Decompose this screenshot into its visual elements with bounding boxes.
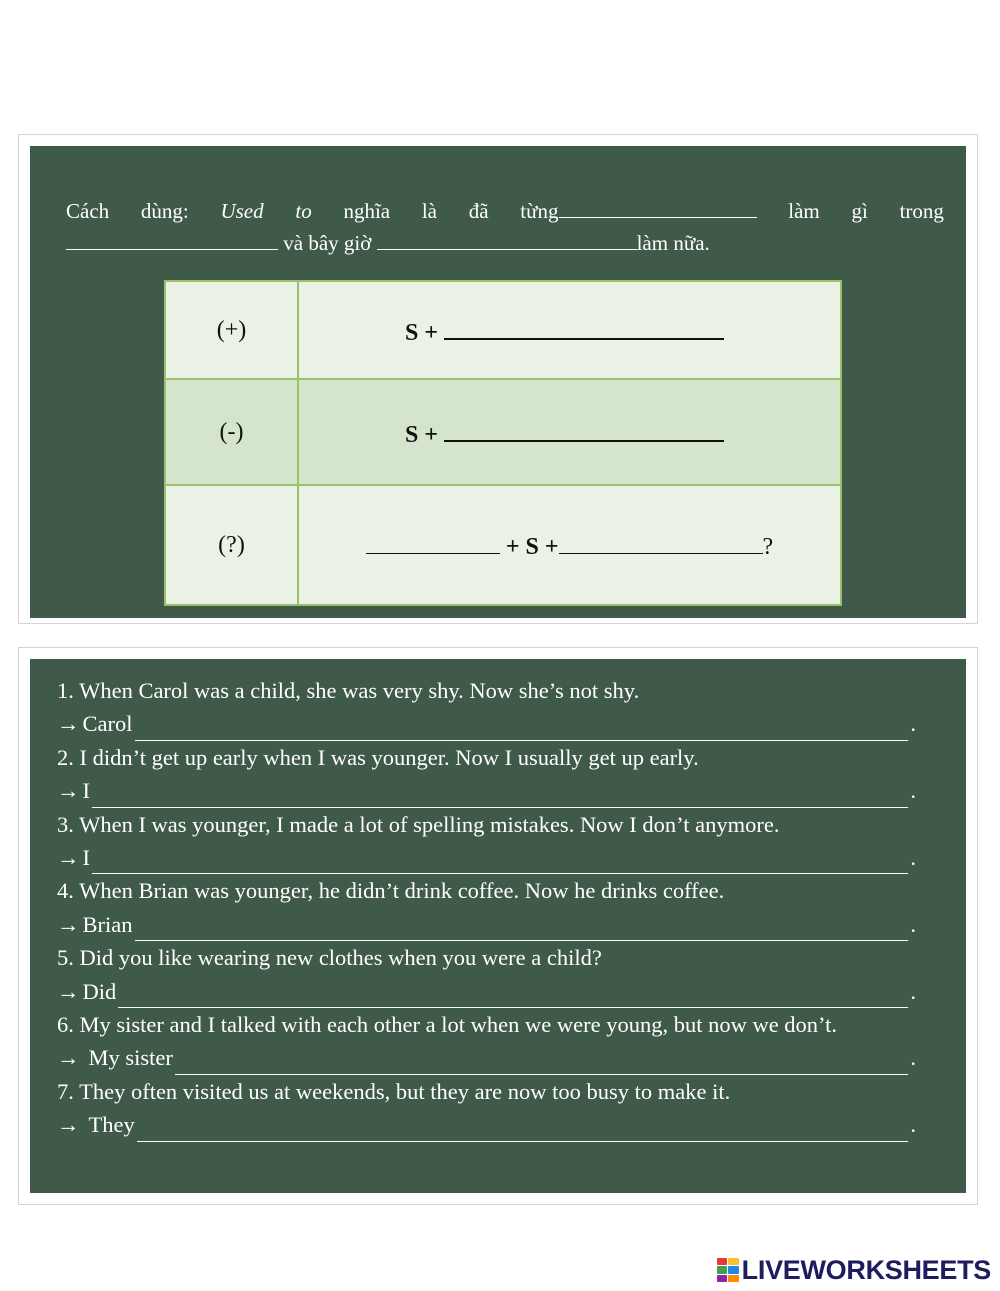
exercise-answer-line — [57, 1108, 916, 1141]
answer-blank[interactable] — [135, 916, 909, 941]
answer-start: Did — [82, 978, 117, 1004]
answer-blank[interactable] — [137, 1117, 909, 1142]
answer-start: My sister — [88, 1045, 173, 1071]
formula-row-question — [165, 485, 841, 605]
exercise-answer-line — [57, 1041, 916, 1074]
symbol-positive: (+) — [165, 281, 298, 379]
exercise-question: 3. When I was younger, I made a lot of spelling mistakes. Now I don’t anymore. — [57, 811, 780, 837]
arrow-icon: → — [57, 911, 80, 937]
answer-start: Brian — [82, 911, 133, 937]
exercise-question: 6. My sister and I talked with each other a lot when we were young, but now we don’t. — [57, 1012, 838, 1038]
symbol-negative: (-) — [165, 379, 298, 485]
question-blank-2[interactable] — [559, 529, 763, 554]
exercise-answer-line — [57, 841, 916, 874]
answer-end: . — [910, 778, 916, 804]
answer-blank[interactable] — [92, 849, 908, 874]
answer-start: Carol — [82, 711, 133, 737]
formula-negative: S + — [298, 379, 841, 485]
answer-end: . — [910, 711, 916, 737]
arrow-icon: → — [57, 711, 80, 737]
liveworksheets-logo-icon — [717, 1258, 739, 1282]
formula-table — [164, 280, 842, 606]
usage-panel — [30, 146, 966, 618]
usage-blank-1[interactable] — [559, 196, 757, 218]
exercise-answer-line — [57, 908, 916, 941]
usage-blank-3[interactable] — [377, 228, 637, 250]
answer-blank[interactable] — [118, 983, 908, 1008]
answer-end: . — [910, 978, 916, 1004]
exercise-question: 2. I didn’t get up early when I was younger. Now I usually get up early. — [57, 744, 699, 770]
usage-card — [18, 134, 978, 624]
negative-blank[interactable] — [444, 416, 724, 442]
symbol-question: (?) — [165, 485, 298, 605]
exercise-answer-line — [57, 975, 916, 1008]
liveworksheets-logo[interactable] — [717, 1255, 991, 1285]
positive-blank[interactable] — [444, 314, 724, 340]
exercise-list — [57, 674, 916, 1142]
exercise-card — [18, 647, 978, 1205]
usage-line-2: và bây giờ làm nữa. — [66, 227, 944, 259]
arrow-icon: → — [57, 778, 80, 804]
exercise-question: 4. When Brian was younger, he didn’t drink coffee. Now he drinks coffee. — [57, 878, 725, 904]
exercise-question: 1. When Carol was a child, she was very shy. Now she’s not shy. — [57, 678, 640, 703]
formula-question: + S + ? — [298, 485, 841, 605]
answer-end: . — [910, 1045, 916, 1071]
exercise-answer-line — [57, 774, 916, 807]
exercise-panel — [30, 659, 966, 1193]
formula-row-negative — [165, 379, 841, 485]
answer-blank[interactable] — [175, 1050, 909, 1075]
arrow-icon: → — [57, 1045, 80, 1071]
usage-blank-2[interactable] — [66, 228, 278, 250]
formula-positive: S + — [298, 281, 841, 379]
usage-intro — [66, 195, 944, 259]
exercise-question: 7. They often visited us at weekends, but they are now too busy to make it. — [57, 1078, 731, 1104]
formula-row-positive — [165, 281, 841, 379]
usage-line-1: Cách dùng: Used to nghĩa là đã từng làm gì trong — [66, 195, 944, 227]
answer-blank[interactable] — [135, 716, 909, 741]
arrow-icon: → — [57, 1112, 80, 1138]
answer-end: . — [910, 911, 916, 937]
exercise-answer-line — [57, 707, 916, 740]
answer-end: . — [910, 1112, 916, 1138]
logo-text: LIVEWORKSHEETS — [741, 1254, 991, 1285]
answer-blank[interactable] — [92, 783, 908, 808]
question-blank-1[interactable] — [366, 529, 500, 554]
answer-start: I — [82, 778, 90, 804]
arrow-icon: → — [57, 845, 80, 871]
answer-end: . — [910, 845, 916, 871]
exercise-question: 5. Did you like wearing new clothes when you were a child? — [57, 945, 602, 971]
answer-start: I — [82, 845, 90, 871]
answer-start: They — [88, 1112, 135, 1138]
arrow-icon: → — [57, 978, 80, 1004]
used-to-term: Used — [220, 199, 264, 223]
